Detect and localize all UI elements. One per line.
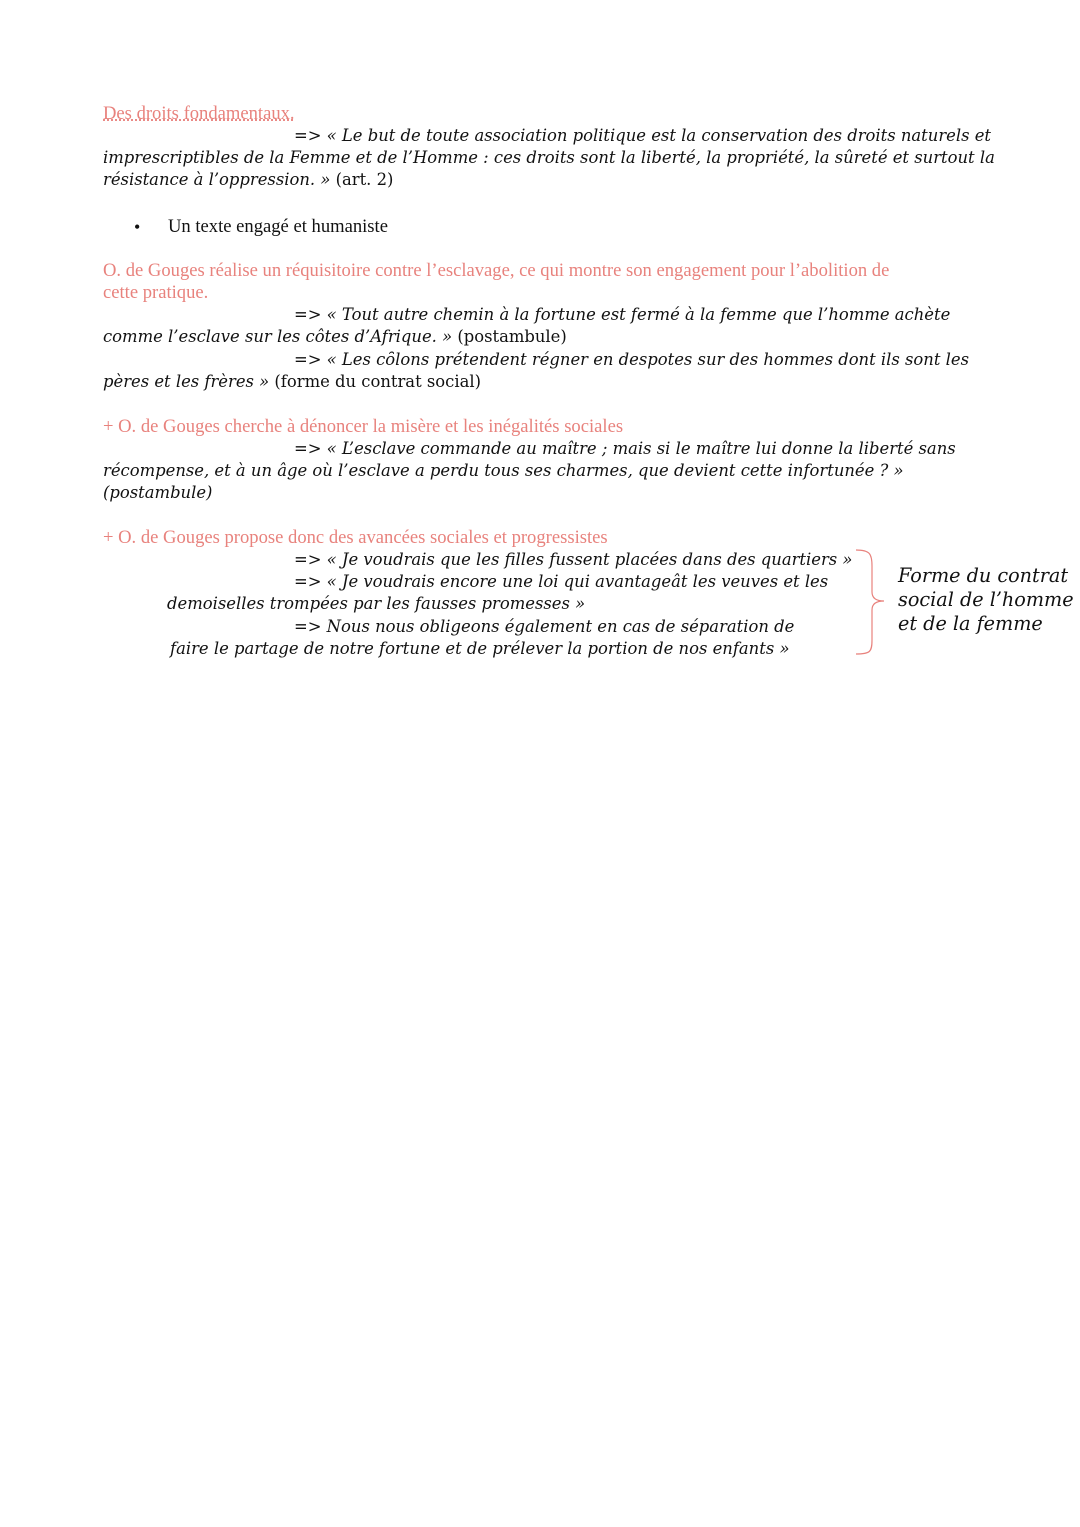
quote-line: => « Je voudrais encore une loi qui avantageât les veuves et les bbox=[294, 572, 829, 591]
quote-text: pères et les frères » bbox=[103, 372, 275, 391]
quote-line bbox=[103, 371, 481, 393]
quote-line: récompense, et à un âge où l’esclave a perdu tous ses charmes, que devient cette infortunée ? » bbox=[103, 461, 904, 480]
quote-line: demoiselles trompées par les fausses promesses » bbox=[167, 594, 586, 613]
subsection-title: Un texte engagé et humaniste bbox=[168, 216, 388, 237]
quote-source: (forme du contrat social) bbox=[274, 372, 481, 391]
quote-source: (postambule) bbox=[457, 327, 567, 346]
quote-line: imprescriptibles de la Femme et de l’Homme : ces droits sont la liberté, la propriété, la sûreté et surtout la bbox=[103, 148, 995, 167]
quote-line: faire le partage de notre fortune et de prélever la portion de nos enfants » bbox=[170, 639, 790, 658]
side-note-line: social de l’homme bbox=[898, 588, 1074, 611]
quote-line bbox=[103, 326, 567, 348]
quote-line: => « Tout autre chemin à la fortune est fermé à la femme que l’homme achète bbox=[294, 305, 951, 324]
paragraph-line: + O. de Gouges cherche à dénoncer la misère et les inégalités sociales bbox=[103, 416, 624, 437]
quote-text: résistance à l’oppression. » bbox=[103, 170, 336, 189]
quote-line bbox=[103, 169, 393, 191]
quote-source: (art. 2) bbox=[335, 170, 394, 189]
quote-line: => Nous nous obligeons également en cas de séparation de bbox=[294, 617, 795, 636]
quote-line: => « Je voudrais que les filles fussent placées dans des quartiers » bbox=[294, 550, 853, 569]
side-note-line: Forme du contrat bbox=[898, 564, 1069, 587]
section-heading: Des droits fondamentaux. bbox=[103, 103, 295, 124]
quote-line: => « Le but de toute association politique est la conservation des droits naturels et bbox=[294, 126, 992, 145]
bullet-icon: • bbox=[134, 217, 141, 237]
side-note-line: et de la femme bbox=[898, 612, 1043, 635]
paragraph-line: O. de Gouges réalise un réquisitoire contre l’esclavage, ce qui montre son engagement pour l’abolition de bbox=[103, 260, 890, 281]
paragraph-line: + O. de Gouges propose donc des avancées sociales et progressistes bbox=[103, 527, 608, 548]
paragraph-line: cette pratique. bbox=[103, 282, 209, 303]
quote-line: => « Les cȏlons prétendent régner en despotes sur des hommes dont ils sont les bbox=[294, 350, 970, 369]
curly-brace-icon bbox=[850, 548, 890, 658]
quote-line: => « L’esclave commande au maître ; mais si le maître lui donne la liberté sans bbox=[294, 439, 956, 458]
quote-line: (postambule) bbox=[103, 483, 213, 502]
quote-text: comme l’esclave sur les côtes d’Afrique. » bbox=[103, 327, 458, 346]
